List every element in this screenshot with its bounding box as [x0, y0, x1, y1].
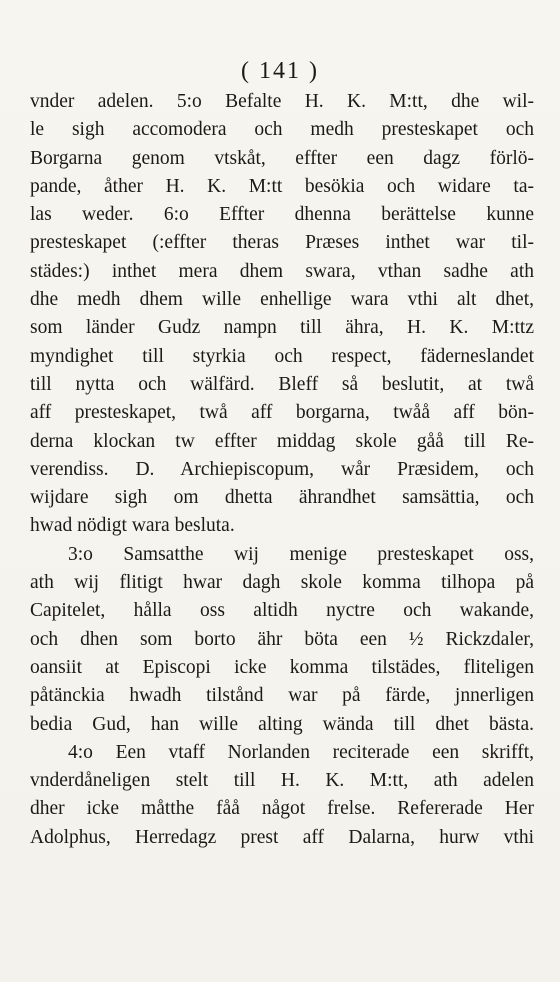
body-text — [30, 88, 534, 852]
text-line: aff presteskapet, twå aff borgarna, twåå aff bön- — [30, 402, 534, 424]
text-line: ath wij flitigt hwar dagh skole komma tilhopa på — [30, 572, 534, 594]
text-line: vnderdåneligen stelt till H. K. M:tt, ath adelen — [30, 770, 534, 792]
text-line: bedia Gud, han wille alting wända till dhet bästa. — [30, 713, 534, 735]
text-line: och dhen som borto ähr böta een ½ Rickzdaler, — [30, 628, 534, 650]
text-line: dher icke måtthe fåå något frelse. Refererade Her — [30, 798, 534, 820]
text-line: verendiss. D. Archiepiscopum, wår Præsidem, och — [30, 458, 534, 480]
text-line: dhe medh dhem wille enhellige wara vthi alt dhet, — [30, 289, 534, 311]
text-line: myndighet till styrkia och respect, fäderneslandet — [30, 345, 534, 367]
text-line: oansiit at Episcopi icke komma tilstädes, fliteligen — [30, 656, 534, 678]
text-line: derna klockan tw effter middag skole gåå till Re- — [30, 430, 534, 452]
text-line: städes:) inthet mera dhem swara, vthan sadhe ath — [30, 260, 534, 282]
page-number: ( 141 ) — [241, 58, 319, 84]
paragraph-end-line: hwad nödigt wara besluta. — [30, 515, 235, 537]
text-line: pande, åther H. K. M:tt besökia och widare ta- — [30, 175, 534, 197]
text-line: Adolphus, Herredagz prest aff Dalarna, hurw vthi — [30, 826, 534, 848]
text-line: wijdare sigh om dhetta ährandhet samsättia, och — [30, 487, 534, 509]
text-line: Capitelet, hålla oss altidh nyctre och wakande, — [30, 600, 534, 622]
paragraph-start-line: 4:o Een vtaff Norlanden reciterade een skrifft, — [68, 741, 534, 763]
paragraph-start-line: 3:o Samsatthe wij menige presteskapet oss, — [68, 543, 534, 565]
text-line: le sigh accomodera och medh presteskapet och — [30, 119, 534, 141]
text-line: till nytta och wälfärd. Bleff så beslutit, at twå — [30, 373, 534, 395]
text-line: las weder. 6:o Effter dhenna berättelse kunne — [30, 204, 534, 226]
text-line: som länder Gudz nampn till ähra, H. K. M:ttz — [30, 317, 534, 339]
text-line: påtänckia hwadh tilstånd war på färde, jnnerligen — [30, 685, 534, 707]
text-line: vnder adelen. 5:o Befalte H. K. M:tt, dhe wil- — [30, 91, 534, 112]
text-line: Borgarna genom vtskåt, effter een dagz förlö- — [30, 147, 534, 169]
text-line: presteskapet (:effter theras Præses inthet war til- — [30, 232, 534, 254]
